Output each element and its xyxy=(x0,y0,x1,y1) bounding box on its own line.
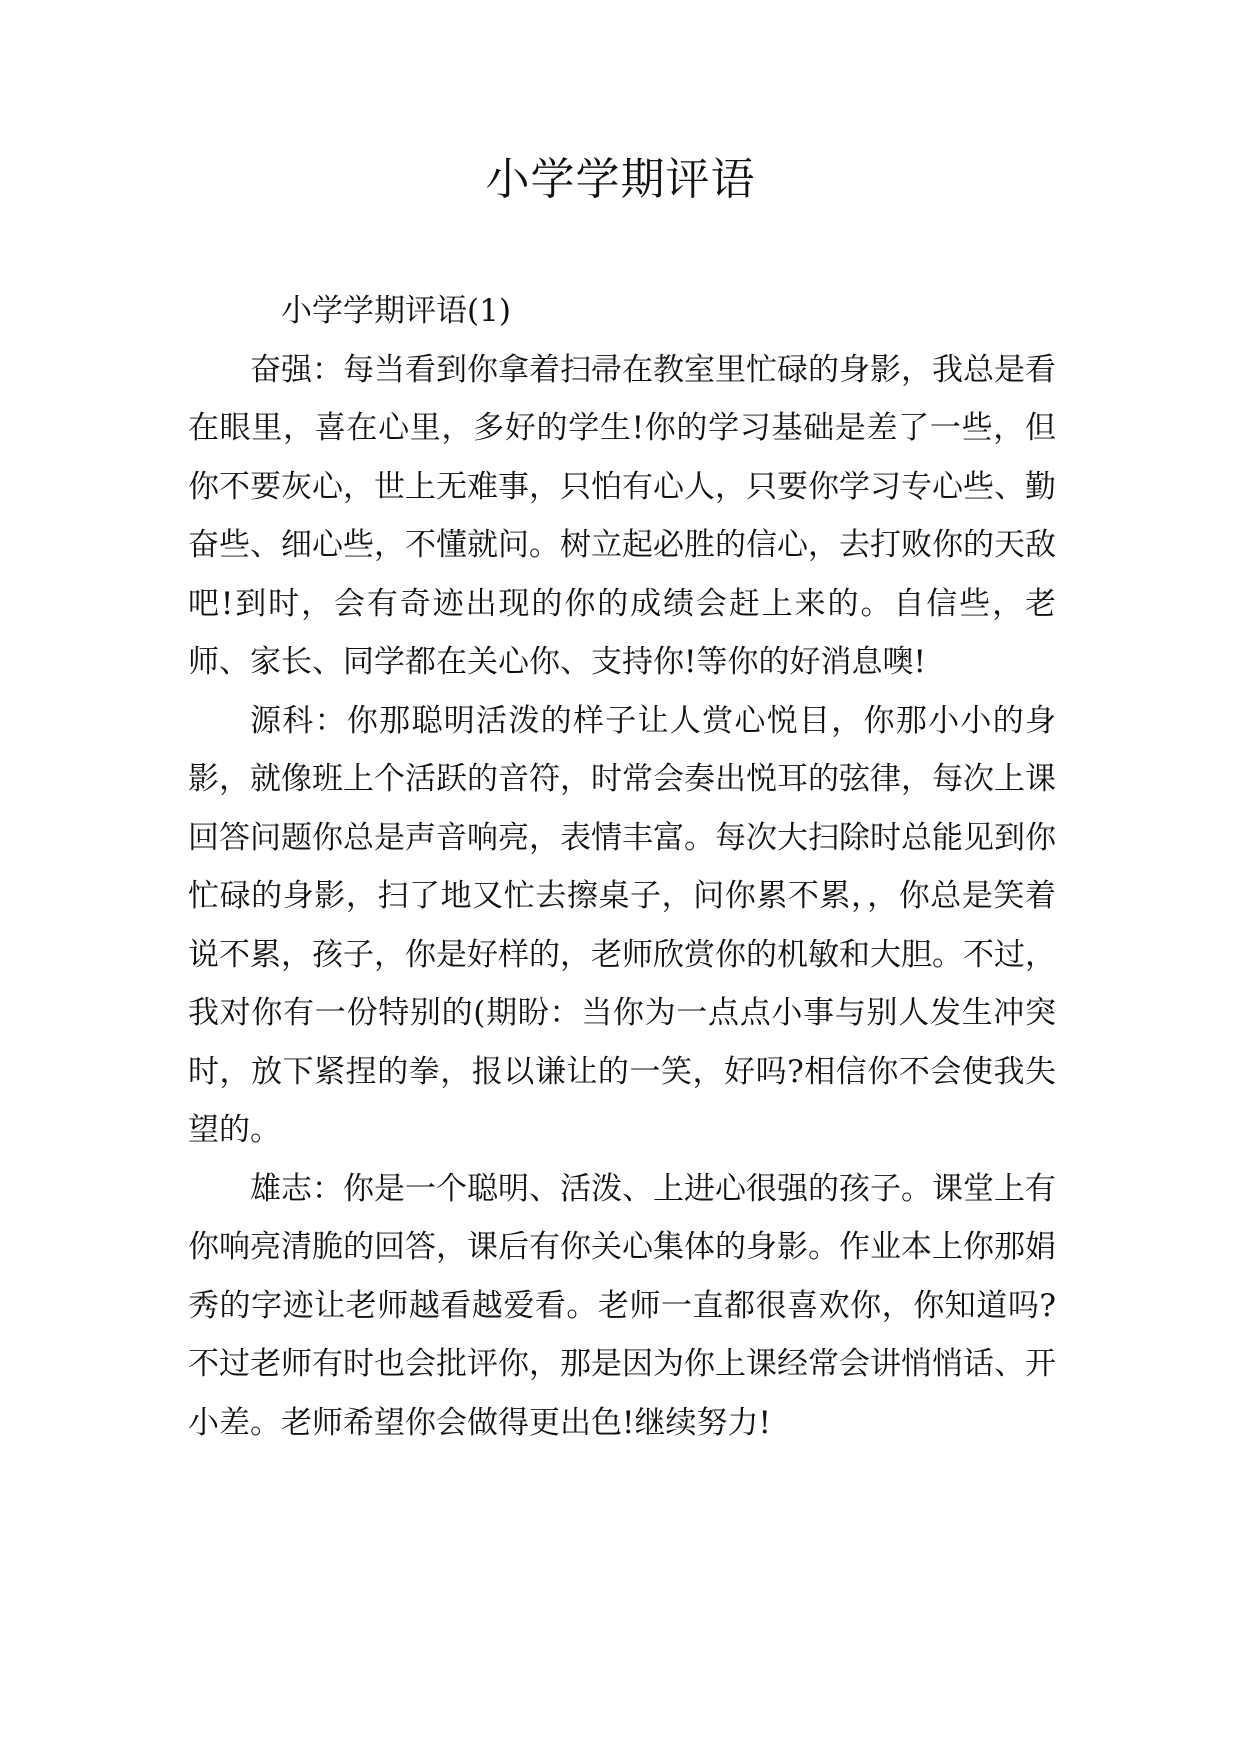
document-title: 小学学期评语 xyxy=(485,154,756,205)
document-body xyxy=(188,282,1056,1452)
section-heading: 小学学期评语(1) xyxy=(281,293,511,329)
paragraph-xiongzhi: 雄志：你是一个聪明、活泼、上进心很强的孩子。课堂上有你响亮清脆的回答，课后有你关心集体的身影。作业本上你那娟秀的字迹让老师越看越爱看。老师一直都很喜欢你，你知道吗?不过老师有时也会批评你，那是因为你上课经常会讲悄悄话、开小差。老师希望你会做得更出色!继续努力! xyxy=(188,1170,1056,1441)
paragraph-fenqiang: 奋强：每当看到你拿着扫帚在教室里忙碌的身影，我总是看在眼里，喜在心里，多好的学生!你的学习基础是差了一些，但你不要灰心，世上无难事，只怕有心人，只要你学习专心些、勤奋些、细心些，不懂就问。树立起必胜的信心，去打败你的天敌吧!到时，会有奇迹出现的你的成绩会赶上来的。自信些，老师、家长、同学都在关心你、支持你!等你的好消息噢! xyxy=(188,351,1056,680)
paragraph-yuanke: 源科：你那聪明活泼的样子让人赏心悦目，你那小小的身影，就像班上个活跃的音符，时常会奏出悦耳的弦律，每次上课回答问题你总是声音响亮，表情丰富。每次大扫除时总能见到你忙碌的身影，扫了地又忙去擦桌子，问你累不累，，你总是笑着说不累，孩子，你是好样的，老师欣赏你的机敏和大胆。不过，我对你有一份特别的(期盼：当你为一点点小事与别人发生冲突时，放下紧捏的拳，报以谦让的一笑，好吗?相信你不会使我失望的。 xyxy=(188,702,1056,1148)
